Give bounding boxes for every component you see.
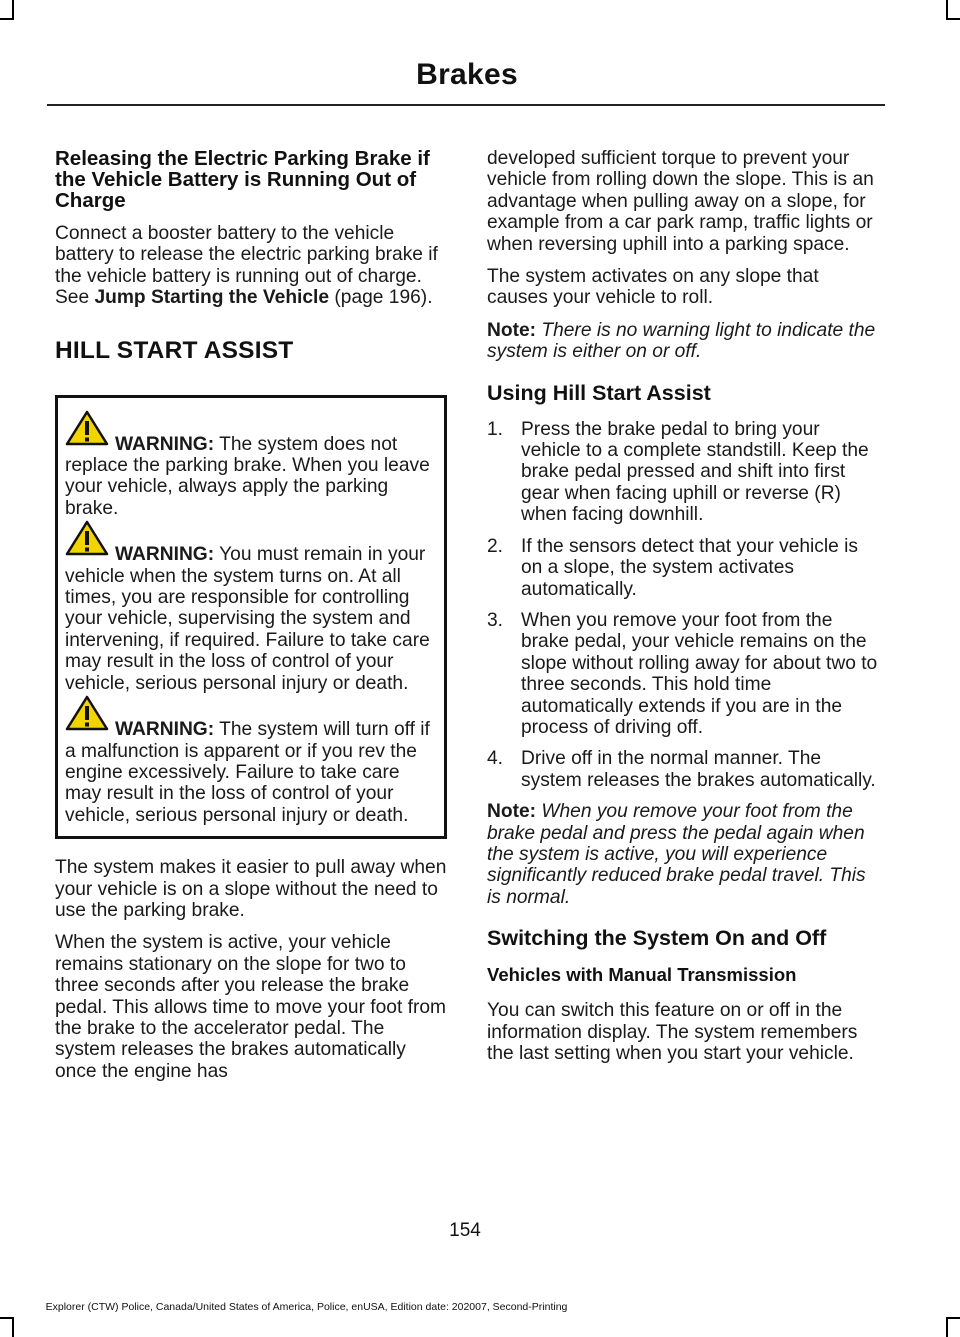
header-divider (47, 104, 885, 106)
crop-mark-top-right-h (946, 18, 960, 20)
note-text: There is no warning light to indicate the system is either on or off. (487, 319, 876, 363)
warning-text: You must remain in your vehicle when the system turns on. At all times, you are responsible for controlling your vehicle, supervising the system and intervening, if required. Failure to take care may result in the loss of control of your vehicle, serious personal injury or death. (65, 544, 430, 694)
step-text: Press the brake pedal to bring your vehicle to a complete standstill. Keep the brake pedal pressed and shift into first gear when facing uphill or reverse (R) when facing downhill. (521, 418, 869, 526)
cross-reference-jump-starting[interactable]: Jump Starting the Vehicle (94, 287, 330, 309)
paragraph-activates-slope: The system activates on any slope that causes your vehicle to roll. (487, 266, 819, 309)
section-title-hill-start-assist: HILL START ASSIST (55, 336, 294, 364)
crop-mark-bottom-left-v (12, 1317, 14, 1337)
warning-triangle-icon (65, 705, 109, 739)
warning-triangle-icon (65, 530, 109, 564)
note-warning-light (487, 320, 879, 363)
paragraph-information-display: You can switch this feature on or off in the information display. The system remembers the last setting when you start your vehicle. (487, 1000, 858, 1064)
list-item (487, 419, 879, 526)
step-number: 1. (487, 418, 504, 440)
warning-label: WARNING: (115, 719, 215, 741)
step-number: 4. (487, 748, 504, 770)
paragraph-text: Connect a booster battery to the vehicle battery to release the electric parking brake if the vehicle battery is running out of charge. See (55, 223, 438, 309)
left-column (55, 148, 447, 1093)
crop-mark-bottom-right-v (946, 1317, 948, 1337)
warning-box (55, 395, 447, 840)
step-text: If the sensors detect that your vehicle is on a slope, the system activates automatically. (521, 535, 859, 600)
warning-text: The system does not replace the parking brake. When you leave your vehicle, always apply the parking brake. (65, 433, 430, 519)
crop-mark-top-right-v (946, 0, 948, 20)
warning-item (65, 705, 438, 826)
list-item (487, 536, 879, 600)
footer-edition-info: Explorer (CTW) Police, Canada/United States of America, Police, enUSA, Edition date: 202007, Second-Printing (45, 1301, 568, 1313)
crop-mark-top-left-v (12, 0, 14, 20)
warning-text: The system will turn off if a malfunction is apparent or if you rev the engine excessively. Failure to take care may result in the loss of control of your vehicle, serious personal injury or death. (65, 719, 430, 826)
paragraph-booster-battery (55, 223, 447, 309)
paragraph-easier-pull-away: The system makes it easier to pull away when your vehicle is on a slope without the need to use the parking brake. (55, 857, 447, 921)
crop-mark-bottom-left-h (0, 1317, 14, 1319)
list-item (487, 748, 879, 791)
list-item (487, 610, 879, 738)
step-text: Drive off in the normal manner. The system releases the brakes automatically. (521, 748, 876, 791)
steps-list (487, 419, 879, 792)
heading-using-hill-start-assist: Using Hill Start Assist (487, 380, 711, 405)
paragraph-system-active: When the system is active, your vehicle remains stationary on the slope for two to three seconds after you release the brake pedal. This allows time to move your foot from the brake to the accelerator pedal. The system releases the brakes automatically once the engine has (55, 932, 447, 1082)
heading-manual-transmission: Vehicles with Manual Transmission (487, 964, 797, 986)
note-text: When you remove your foot from the brake pedal and press the pedal again when the system is active, you will experience significantly reduced brake pedal travel. This is normal. (487, 801, 866, 908)
warning-label: WARNING: (115, 433, 215, 455)
warning-item (65, 420, 438, 520)
paragraph-sufficient-torque: developed sufficient torque to prevent your vehicle from rolling down the slope. This is an advantage when pulling away on a slope, for example from a car park ramp, traffic lights or when reversing uphill into a parking space. (487, 148, 874, 255)
crop-mark-top-left-h (0, 18, 14, 20)
crop-mark-bottom-right-h (946, 1317, 960, 1319)
right-column (487, 148, 879, 1075)
page-header-title: Brakes (416, 58, 518, 91)
warning-label: WARNING: (115, 544, 215, 566)
subsection-heading-releasing-brake: Releasing the Electric Parking Brake if the Vehicle Battery is Running Out of Charge (55, 147, 430, 212)
step-number: 3. (487, 609, 504, 631)
note-reduced-pedal-travel (487, 801, 879, 908)
page-number: 154 (449, 1220, 481, 1241)
step-text: When you remove your foot from the brake pedal, your vehicle remains on the slope without rolling away for about two to three seconds. This hold time automatically extends if you are in the process of driving off. (521, 609, 878, 738)
heading-switching-system: Switching the System On and Off (487, 926, 827, 951)
warning-item (65, 530, 438, 694)
note-label: Note: (487, 801, 537, 823)
page-reference: (page 196). (329, 287, 433, 309)
note-label: Note: (487, 319, 537, 341)
warning-triangle-icon (65, 420, 109, 454)
step-number: 2. (487, 535, 504, 557)
